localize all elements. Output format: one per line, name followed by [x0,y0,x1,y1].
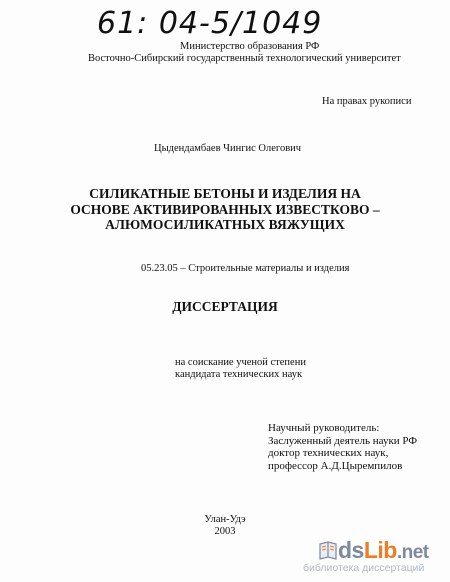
dissertation-title [0,186,450,233]
title-line-1: СИЛИКАТНЫЕ БЕТОНЫ И ИЗДЕЛИЯ НА [89,186,361,201]
supervisor-label: Научный руководитель: [268,422,380,434]
title-line-2: ОСНОВЕ АКТИВИРОВАННЫХ ИЗВЕСТКОВО – [70,201,380,217]
logo-ds: ds [338,537,364,563]
watermark-logo [338,537,429,564]
supervisor-name: профессор А.Д.Цыремпилов [268,460,403,472]
dslib-watermark [278,537,446,577]
handwritten-catalog-text: 61: 04-5/1049 [97,6,323,41]
author-name: Цыдендамбаев Чингис Олегович [154,143,302,154]
title-line-3: АЛЮМОСИЛИКАТНЫХ ВЯЖУЩИХ [105,217,345,232]
watermark-subtitle: библиотека диссертаций [303,562,425,574]
logo-net: .net [396,542,429,563]
logo-lib: Lib [363,537,397,563]
handwritten-catalog-number [95,2,365,42]
book-icon [318,540,338,562]
specialty-code: 05.23.05 – Строительные материалы и изделия [141,263,350,274]
manuscript-rights-note: На правах рукописи [322,96,412,107]
supervisor-honor: Заслуженный деятель науки РФ [268,435,418,447]
university-name: Восточно-Сибирский государственный технологический университет [88,53,401,64]
supervisor-degree: доктор технических наук, [268,447,389,459]
degree-line-1: на соискание ученой степени [175,357,306,368]
document-type: ДИССЕРТАЦИЯ [172,299,278,314]
year: 2003 [214,526,236,537]
city: Улан-Удэ [204,514,246,525]
degree-line-2: кандидата технических наук [175,369,303,380]
ministry-name: Министерство образования РФ [180,41,320,52]
